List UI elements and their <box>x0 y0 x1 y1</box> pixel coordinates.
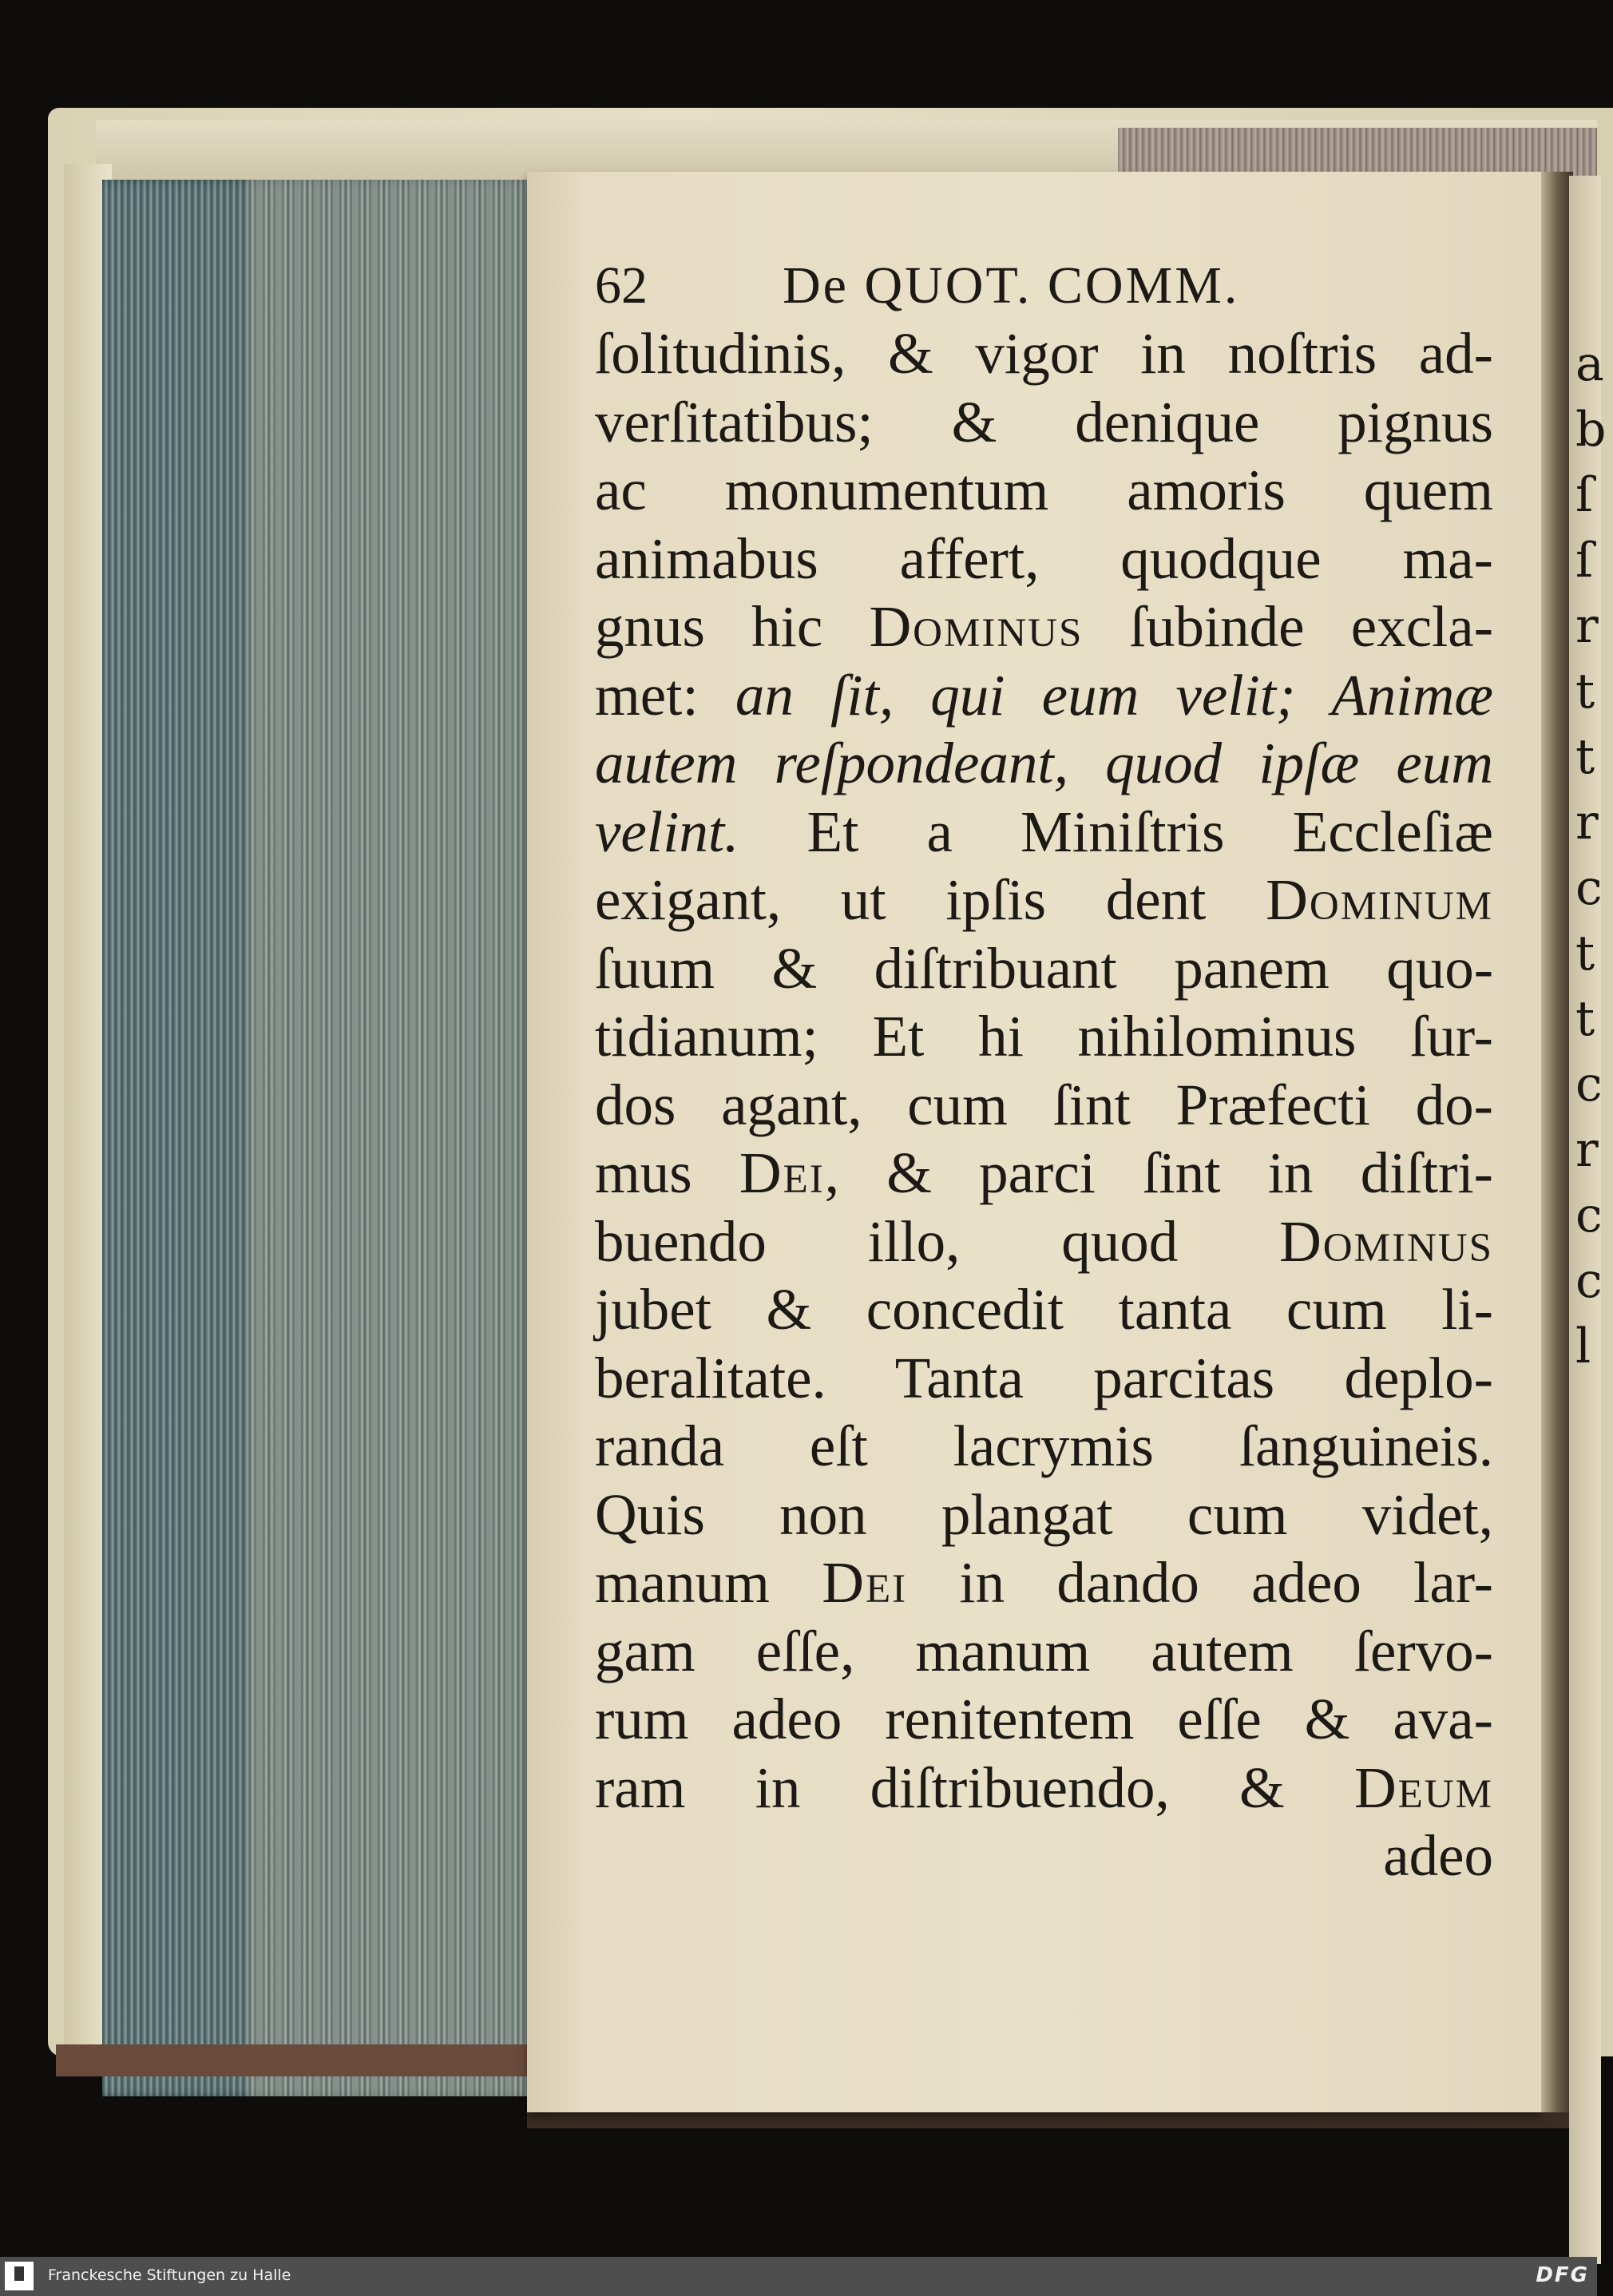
text-run: tidianum; Et hi nihilominus ſur- <box>595 1004 1493 1069</box>
text-line <box>595 1071 1493 1140</box>
text-line <box>595 866 1493 934</box>
text-line <box>595 934 1493 1003</box>
text-line <box>595 1617 1493 1686</box>
page-text <box>595 256 1493 1890</box>
text-line <box>595 1549 1493 1617</box>
next-page-letter: t <box>1575 664 1595 720</box>
next-page-letter: t <box>1575 729 1595 785</box>
text-line <box>595 593 1493 661</box>
text-run: velint. <box>595 799 807 864</box>
institution-logo-icon <box>5 2262 34 2290</box>
small-caps-word: Dominus <box>1279 1208 1493 1274</box>
institution-name: Franckesche Stiftungen zu Halle <box>48 2266 291 2284</box>
next-page-letter: t <box>1575 991 1595 1047</box>
text-line <box>595 1412 1493 1481</box>
text-run: animabus affert, quodque ma- <box>595 525 1493 591</box>
next-page-letter: l <box>1575 1319 1591 1374</box>
running-header <box>595 256 1493 319</box>
body-text <box>595 319 1493 1890</box>
text-run: gnus hic <box>595 594 870 659</box>
text-line <box>595 1822 1493 1890</box>
text-run: randa eſt lacrymis ſanguineis. <box>595 1414 1493 1478</box>
small-caps-word: Dei <box>739 1140 825 1205</box>
next-page-letter: t <box>1575 926 1595 981</box>
text-run: ſolitudinis, & vigor in noſtris ad- <box>595 321 1493 386</box>
book-headband <box>1118 128 1597 176</box>
text-run: gam eſſe, manum autem ſervo- <box>595 1618 1493 1683</box>
text-line <box>595 1344 1493 1413</box>
small-caps-word: Dei <box>822 1550 908 1615</box>
text-run: ſuum & diſtribuant panem quo- <box>595 935 1493 1001</box>
text-run: an ſit, qui eum velit; Animæ <box>735 662 1493 728</box>
text-run: ſubinde excla- <box>1083 594 1494 659</box>
text-run: autem reſpondeant, quod ipſæ eum <box>595 731 1493 795</box>
text-line <box>595 525 1493 593</box>
text-run: beralitate. Tanta parcitas deplo- <box>595 1345 1493 1410</box>
text-line <box>595 1275 1493 1344</box>
text-run: buendo illo, quod <box>595 1208 1280 1274</box>
next-page-edge <box>1569 176 1607 2264</box>
next-page-letter: ſ <box>1575 533 1594 589</box>
next-page-letter: r <box>1575 1122 1599 1178</box>
text-run: verſitatibus; & denique pignus <box>595 389 1493 454</box>
small-caps-word: Deum <box>1353 1755 1493 1820</box>
text-run: mus <box>595 1140 739 1205</box>
text-line <box>595 456 1493 525</box>
text-run: exigant, ut ipſis dent <box>595 867 1266 932</box>
next-page-letter: ſ <box>1575 467 1594 523</box>
text-line <box>595 1481 1493 1549</box>
text-line <box>595 1002 1493 1071</box>
page-number: 62 <box>595 256 648 315</box>
text-line <box>595 1139 1493 1207</box>
text-run: manum <box>595 1550 822 1615</box>
text-run: met: <box>595 662 735 728</box>
text-line <box>595 729 1493 798</box>
text-run: dos agant, cum ſint Præfecti do- <box>595 1072 1493 1137</box>
text-line <box>595 388 1493 457</box>
next-page-letter: c <box>1575 860 1603 916</box>
dfg-logo: DFG <box>1536 2263 1589 2287</box>
next-page-letter: c <box>1575 1253 1603 1309</box>
text-run: Et a Miniſtris Eccleſiæ <box>806 799 1493 864</box>
next-page-letter: c <box>1575 1057 1603 1112</box>
text-line <box>595 798 1493 866</box>
text-run: Quis non plangat cum videt, <box>595 1481 1493 1547</box>
next-page-letter: r <box>1575 795 1599 851</box>
text-run: adeo <box>1383 1823 1493 1888</box>
page-block-highlight <box>248 180 539 2096</box>
text-line <box>595 1685 1493 1754</box>
next-page-letter: a <box>1575 336 1604 392</box>
text-run: jubet & concedit tanta cum li- <box>595 1277 1493 1342</box>
next-page-letter: b <box>1575 402 1607 458</box>
running-head-text: De QUOT. COMM. <box>783 256 1240 315</box>
text-line <box>595 1754 1493 1822</box>
text-run: ac monumentum amoris quem <box>595 458 1493 522</box>
small-caps-word: Dominus <box>869 594 1084 659</box>
text-line <box>595 319 1493 388</box>
text-run: ram in diſtribuendo, & <box>595 1755 1354 1820</box>
text-run: rum adeo renitentem eſſe & ava- <box>595 1687 1493 1751</box>
next-page-letter: c <box>1575 1188 1603 1243</box>
small-caps-word: Dominum <box>1266 867 1493 932</box>
text-line <box>595 661 1493 730</box>
footer-bar <box>0 2257 1597 2296</box>
next-page-letter: r <box>1575 598 1599 654</box>
text-run: in dando adeo lar- <box>907 1550 1493 1615</box>
text-run: , & parci ſint in diſtri- <box>824 1140 1493 1205</box>
page-gutter <box>1541 172 1573 2112</box>
text-line <box>595 1207 1493 1276</box>
cover-bottom-edge <box>56 2044 543 2076</box>
